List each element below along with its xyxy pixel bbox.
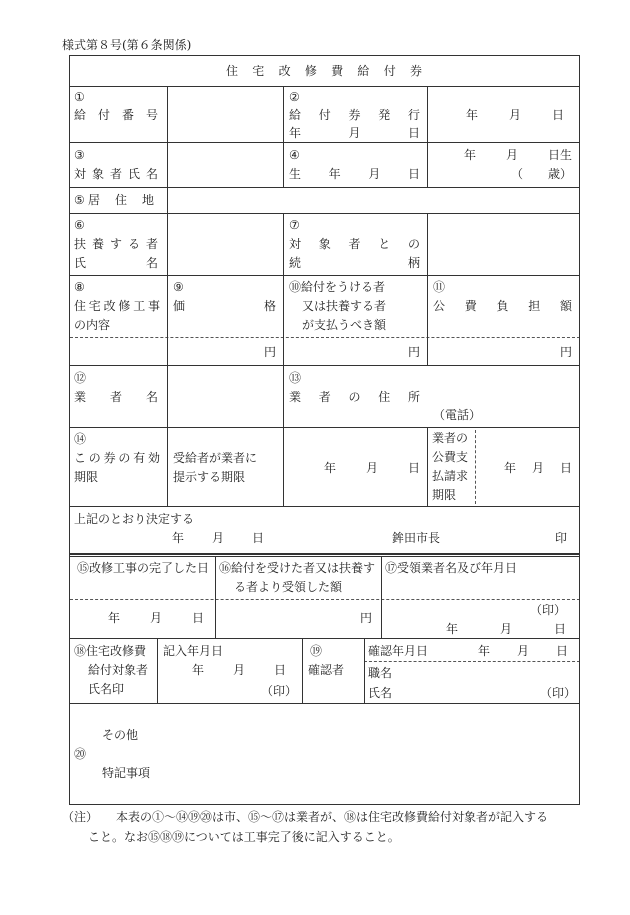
dashed-rule bbox=[364, 661, 580, 662]
item-number-14: ⑭ bbox=[74, 432, 87, 446]
label-supporter-name: 扶 養 す る 者 bbox=[74, 237, 158, 251]
col-line bbox=[283, 86, 284, 143]
label-confirm-date: 確認年月日 bbox=[368, 644, 429, 658]
item-number-11: ⑪ bbox=[433, 280, 446, 294]
label-received-amount: ⑯給付を受けた者又は扶養す bbox=[219, 561, 376, 575]
rule bbox=[70, 213, 580, 214]
label-claim-deadline-3: 払請求 bbox=[432, 469, 469, 483]
present-deadline-date: 年 月 日 bbox=[324, 461, 420, 475]
col-line bbox=[167, 213, 168, 276]
label-other: その他 bbox=[102, 728, 139, 742]
col-line bbox=[167, 427, 168, 507]
col-line bbox=[427, 86, 428, 143]
note-head: （注） bbox=[62, 810, 99, 824]
col-line bbox=[167, 142, 168, 188]
rule bbox=[70, 638, 580, 639]
label-relationship-2: 続 柄 bbox=[289, 256, 420, 270]
col-line bbox=[427, 275, 428, 366]
entry-seal: （印） bbox=[261, 684, 298, 698]
label-payable-amount-2: 又は扶養する者 bbox=[302, 299, 387, 313]
col-line bbox=[427, 213, 428, 276]
rule bbox=[70, 142, 580, 143]
label-post: 職名 bbox=[368, 666, 393, 680]
note-line-2: こと。なお⑮⑱⑲については工事完了後に記入すること。 bbox=[88, 830, 400, 844]
rule bbox=[70, 553, 580, 555]
col-line bbox=[283, 365, 284, 428]
note-line-1: 本表の①～⑭⑲⑳は市、⑮～⑰は業者が、⑱は住宅改修費給付対象者が記入する bbox=[116, 810, 549, 824]
completion-date-field: 年 月 日 bbox=[108, 611, 204, 625]
label-claim-deadline-2: 公費支 bbox=[432, 450, 469, 464]
received-yen: 円 bbox=[359, 611, 372, 625]
label-relationship: 対 象 者 と の bbox=[289, 237, 420, 251]
dashed-rule bbox=[70, 599, 580, 600]
label-received-amount-2: る者より受領した額 bbox=[234, 580, 343, 594]
label-benefit-number: 給 付 番 号 bbox=[74, 108, 158, 122]
label-validity: こ の 券 の 有 効 bbox=[74, 451, 160, 465]
col-line bbox=[167, 86, 168, 143]
item-number-4: ④ bbox=[289, 148, 300, 162]
item-number-19: ⑲ bbox=[310, 644, 323, 658]
label-issue-date-2: 年 月 日 bbox=[289, 126, 420, 140]
col-line bbox=[167, 187, 168, 214]
public-share-yen: 円 bbox=[559, 345, 572, 359]
label-vendor-address: 業 者 の 住 所 bbox=[289, 390, 420, 404]
label-validity-2: 期限 bbox=[74, 470, 99, 484]
label-completion-date: ⑮改修工事の完了した日 bbox=[77, 561, 210, 575]
label-supporter-name-2: 氏 名 bbox=[74, 256, 158, 270]
label-payable-amount-3: が支払うべき額 bbox=[302, 318, 387, 332]
label-public-share: 公 費 負 担 額 bbox=[433, 299, 572, 313]
item-number-12: ⑫ bbox=[74, 371, 87, 385]
decision-text: 上記のとおり決定する bbox=[74, 512, 195, 526]
label-address: 居 住 地 bbox=[88, 193, 154, 207]
item-number-20: ⑳ bbox=[74, 747, 87, 761]
col-line bbox=[381, 556, 382, 639]
mayor-title: 鉾田市長 bbox=[392, 531, 441, 545]
label-entry-date: 記入年月日 bbox=[163, 644, 224, 658]
price-yen: 円 bbox=[263, 345, 276, 359]
label-work-content: 住 宅 改 修 工 事 bbox=[74, 299, 160, 313]
claim-deadline-date: 年 月 日 bbox=[504, 461, 572, 475]
label-work-content-2: の内容 bbox=[74, 318, 111, 332]
decision-date: 年 月 日 bbox=[172, 531, 264, 545]
form-number: 様式第８号(第６条関係) bbox=[62, 38, 192, 52]
border-right bbox=[579, 55, 580, 805]
label-issue-date: 給 付 券 発 行 bbox=[289, 108, 420, 122]
label-recipient-seal-2: 給付対象者 bbox=[88, 663, 149, 677]
col-line bbox=[283, 427, 284, 507]
rule bbox=[70, 275, 580, 276]
label-price: 価 格 bbox=[173, 299, 276, 313]
confirmer-seal: （印） bbox=[540, 686, 577, 700]
item-number-13: ⑬ bbox=[289, 371, 302, 385]
item-number-3: ③ bbox=[74, 148, 85, 162]
label-remarks: 特記事項 bbox=[102, 766, 151, 780]
label-confirmer: 確認者 bbox=[308, 663, 345, 677]
col-line bbox=[283, 213, 284, 276]
label-birth-date: 生 年 月 日 bbox=[289, 167, 420, 181]
rule bbox=[70, 427, 580, 428]
label-claim-deadline-4: 期限 bbox=[432, 488, 457, 502]
age-field: （ 歳） bbox=[511, 167, 572, 181]
mayor-seal: 印 bbox=[555, 531, 568, 545]
border-left bbox=[69, 55, 70, 805]
item-number-2: ② bbox=[289, 90, 300, 104]
rule bbox=[70, 556, 580, 557]
item-number-6: ⑥ bbox=[74, 218, 85, 232]
rule bbox=[70, 187, 580, 188]
label-recipient-seal-3: 氏名印 bbox=[88, 682, 125, 696]
item-number-7: ⑦ bbox=[289, 218, 300, 232]
col-line bbox=[302, 638, 303, 704]
label-claim-deadline: 業者の bbox=[432, 431, 469, 445]
rule bbox=[70, 703, 580, 704]
col-line bbox=[283, 275, 284, 366]
label-vendor-name: 業 者 名 bbox=[74, 390, 158, 404]
col-line bbox=[167, 365, 168, 428]
rule bbox=[70, 506, 580, 507]
label-recipient-name: 対 象 者 氏 名 bbox=[74, 167, 158, 181]
rule bbox=[70, 86, 580, 87]
label-present-deadline: 受給者が業者に bbox=[173, 451, 258, 465]
entry-date-field: 年 月 日 bbox=[192, 663, 286, 677]
border-bottom bbox=[70, 804, 580, 805]
col-line bbox=[283, 142, 284, 188]
vendor-date-field: 年 月 日 bbox=[446, 622, 566, 636]
dashed-col bbox=[475, 430, 476, 504]
confirm-date-field: 年 月 日 bbox=[478, 644, 568, 658]
col-line bbox=[157, 638, 158, 704]
item-number-5: ⑤ bbox=[74, 193, 85, 207]
border-top bbox=[70, 55, 580, 56]
vendor-seal: （印） bbox=[529, 603, 566, 617]
item-number-1: ① bbox=[74, 90, 85, 104]
birth-date-field: 年 月 日生 bbox=[464, 148, 572, 162]
col-line bbox=[215, 556, 216, 639]
col-line bbox=[427, 142, 428, 188]
label-name: 氏名 bbox=[368, 686, 393, 700]
dashed-rule bbox=[70, 337, 580, 338]
label-recipient-seal: ⑱住宅改修費 bbox=[74, 644, 147, 658]
label-payable-amount: ⑩給付をうける者 bbox=[289, 280, 386, 294]
form-title: 住 宅 改 修 費 給 付 券 bbox=[226, 64, 422, 78]
label-receiving-vendor: ⑰受領業者名及び年月日 bbox=[385, 561, 518, 575]
item-number-9: ⑨ bbox=[173, 280, 184, 294]
issue-date-field: 年 月 日 bbox=[466, 108, 564, 122]
col-line bbox=[167, 275, 168, 366]
label-phone: （電話） bbox=[433, 408, 482, 422]
item-number-8: ⑧ bbox=[74, 280, 85, 294]
payable-yen: 円 bbox=[407, 345, 420, 359]
rule bbox=[70, 365, 580, 366]
col-line bbox=[364, 638, 365, 704]
col-line bbox=[427, 427, 428, 507]
label-present-deadline-2: 提示する期限 bbox=[173, 470, 246, 484]
